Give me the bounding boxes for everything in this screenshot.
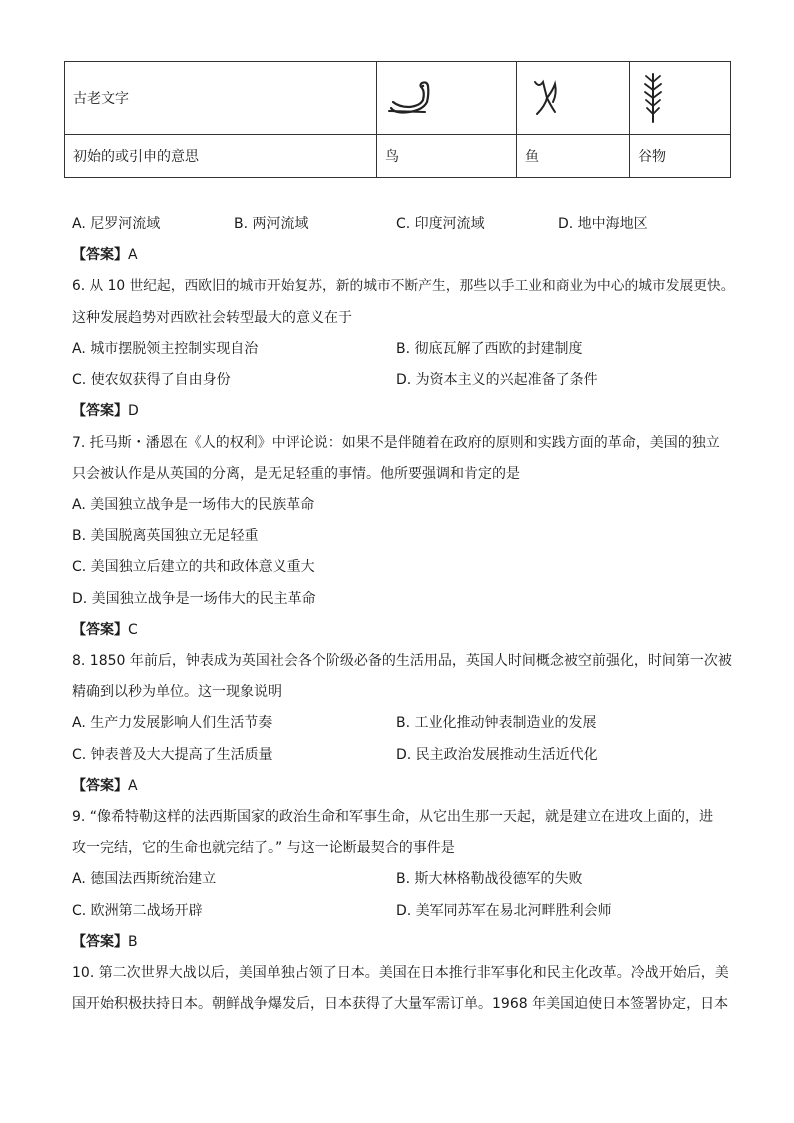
answer-value: A [128,778,138,794]
answer-line [72,776,138,796]
option-b: B. 两河流域 [234,216,309,232]
answer-label: 【答案】 [72,247,128,263]
question-text: 国开始积极扶持日本。朝鲜战争爆发后，日本获得了大量军需订单。1968 年美国迫使日本签署协定，日本 [72,996,729,1012]
option-d: D. 美军同苏军在易北河畔胜利会师 [396,903,612,919]
option-a: A. 生产力发展影响人们生活节奏 [72,715,273,731]
option-b: B. 彻底瓦解了西欧的封建制度 [396,341,583,357]
answer-label: 【答案】 [72,403,128,419]
question-text: 6. 从 10 世纪起，西欧旧的城市开始复苏，新的城市不断产生，那些以手工业和商业为中心的城市发展更快。 [72,278,735,294]
answer-line [72,620,138,640]
table-cell-meaning: 鸟 [377,135,517,178]
table-cell-glyph [630,62,731,135]
option-a: A. 美国独立战争是一场伟大的民族革命 [72,497,315,513]
fish-glyph-icon [525,76,565,120]
grain-glyph-icon [638,70,668,126]
option-c: C. 使农奴获得了自由身份 [72,372,231,388]
question-text: 这种发展趋势对西欧社会转型最大的意义在于 [72,310,352,326]
option-a: A. 城市摆脱领主控制实现自治 [72,341,259,357]
question-text: 只会被认作是从英国的分离，是无足轻重的事情。他所要强调和肯定的是 [72,466,520,482]
option-b: B. 斯大林格勒战役德军的失败 [396,871,583,887]
answer-line [72,245,138,265]
ancient-script-table [64,61,731,178]
question-text: 8. 1850 年前后，钟表成为英国社会各个阶级必备的生活用品，英国人时间概念被空前强化，时间第一次被 [72,653,732,669]
option-c: C. 欧洲第二战场开辟 [72,903,203,919]
table-cell-label: 初始的或引申的意思 [65,135,377,178]
question-text: 攻一完结，它的生命也就完结了。” 与这一论断最契合的事件是 [72,840,455,856]
option-b: B. 工业化推动钟表制造业的发展 [396,715,597,731]
option-b: B. 美国脱离英国独立无足轻重 [72,528,259,544]
answer-label: 【答案】 [72,934,128,950]
option-d: D. 美国独立战争是一场伟大的民主革命 [72,591,316,607]
table-cell-glyph [377,62,517,135]
answer-value: A [128,247,138,263]
bird-glyph-icon [385,78,445,118]
table-row [65,135,731,178]
answer-line [72,932,138,952]
option-c: C. 印度河流域 [396,216,485,232]
answer-value: C [128,622,138,638]
option-d: D. 民主政治发展推动生活近代化 [396,747,598,763]
question-text: 精确到以秒为单位。这一现象说明 [72,684,282,700]
answer-value: B [128,934,138,950]
option-d: D. 为资本主义的兴起准备了条件 [396,372,598,388]
question-text: 10. 第二次世界大战以后，美国单独占领了日本。美国在日本推行非军事化和民主化改革。冷战开始后，美 [72,965,729,981]
question-text: 9. “像希特勒这样的法西斯国家的政治生命和军事生命，从它出生那一天起，就是建立在进攻上面的，进 [72,809,714,825]
option-d: D. 地中海地区 [558,216,648,232]
answer-line [72,401,139,421]
question-text: 7. 托马斯・潘恩在《人的权利》中评论说：如果不是伴随着在政府的原则和实践方面的革命，美国的独立 [72,435,720,451]
table-row [65,62,731,135]
option-a: A. 德国法西斯统治建立 [72,871,217,887]
option-c: C. 钟表普及大大提高了生活质量 [72,747,273,763]
table-cell-meaning: 谷物 [630,135,731,178]
answer-label: 【答案】 [72,622,128,638]
table-cell-meaning: 鱼 [517,135,630,178]
option-a: A. 尼罗河流域 [72,216,161,232]
answer-label: 【答案】 [72,778,128,794]
table-cell-label: 古老文字 [65,62,377,135]
answer-value: D [128,403,139,419]
option-c: C. 美国独立后建立的共和政体意义重大 [72,559,315,575]
table-cell-glyph [517,62,630,135]
